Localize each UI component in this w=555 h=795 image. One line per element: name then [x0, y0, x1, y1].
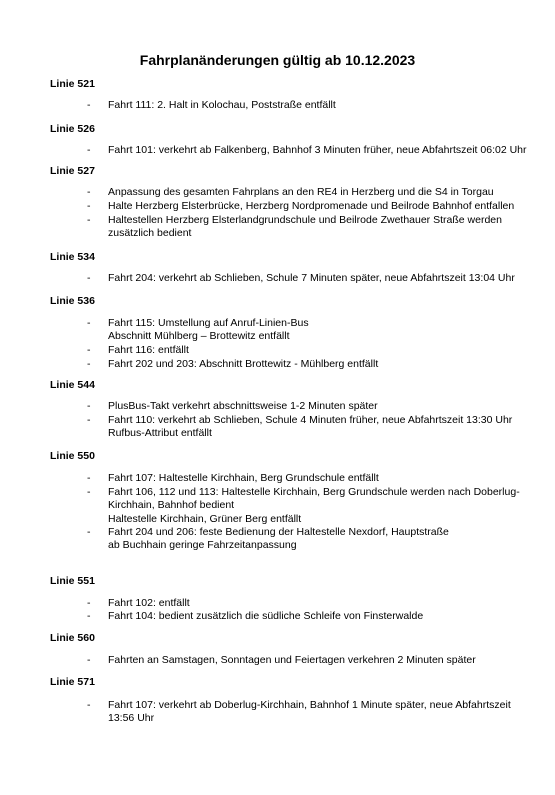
list-item-text [108, 472, 379, 485]
text-line: ab Buchhain geringe Fahrzeitanpassung [108, 539, 297, 552]
section-heading: Linie 560 [50, 632, 95, 644]
list-item-text [108, 699, 511, 726]
bullet-dash: - [87, 214, 91, 226]
text-line: Fahrt 106, 112 und 113: Haltestelle Kirchhain, Berg Grundschule werden nach Doberlug- [108, 486, 520, 498]
section-heading: Linie 527 [50, 165, 95, 177]
section-heading: Linie 550 [50, 450, 95, 462]
text-line: 13:56 Uhr [108, 712, 155, 725]
list-item-text [108, 654, 476, 667]
bullet-dash: - [87, 654, 91, 666]
text-line: Fahrten an Samstagen, Sonntagen und Feiertagen verkehren 2 Minuten später [108, 654, 476, 666]
list-item-text [108, 186, 494, 199]
list-item-text [108, 400, 378, 413]
bullet-dash: - [87, 610, 91, 622]
text-line: Abschnitt Mühlberg – Brottewitz entfällt [108, 330, 290, 343]
section-heading: Linie 521 [50, 78, 95, 90]
list-item-text [108, 200, 514, 213]
bullet-dash: - [87, 358, 91, 370]
bullet-dash: - [87, 486, 91, 498]
bullet-dash: - [87, 186, 91, 198]
bullet-dash: - [87, 597, 91, 609]
bullet-dash: - [87, 99, 91, 111]
section-heading: Linie 571 [50, 676, 95, 688]
bullet-dash: - [87, 144, 91, 156]
list-item-text [108, 597, 190, 610]
list-item-text [108, 486, 520, 526]
text-line: Fahrt 202 und 203: Abschnitt Brottewitz - Mühlberg entfällt [108, 358, 379, 370]
list-item-text [108, 526, 449, 553]
section-heading: Linie 526 [50, 123, 95, 135]
text-line: Haltestelle Kirchhain, Grüner Berg entfällt [108, 512, 302, 525]
text-line: Fahrt 107: Haltestelle Kirchhain, Berg Grundschule entfällt [108, 472, 379, 484]
bullet-dash: - [87, 200, 91, 212]
text-line: Rufbus-Attribut entfällt [108, 427, 212, 440]
text-line: zusätzlich bedient [108, 227, 192, 240]
text-line: Kirchhain, Bahnhof bedient [108, 499, 235, 512]
text-line: Fahrt 115: Umstellung auf Anruf-Linien-Bus [108, 317, 309, 329]
page-title: Fahrplanänderungen gültig ab 10.12.2023 [139, 52, 416, 68]
list-item-text [108, 272, 515, 285]
bullet-dash: - [87, 344, 91, 356]
text-line: PlusBus-Takt verkehrt abschnittsweise 1-2 Minuten später [108, 400, 378, 412]
text-line: Fahrt 204 und 206: feste Bedienung der Haltestelle Nexdorf, Hauptstraße [108, 526, 449, 538]
text-line: Fahrt 116: entfällt [108, 344, 189, 356]
text-line: Fahrt 107: verkehrt ab Doberlug-Kirchhain, Bahnhof 1 Minute später, neue Abfahrtszeit [108, 699, 511, 711]
list-item-text [108, 214, 502, 241]
text-line: Haltestellen Herzberg Elsterlandgrundschule und Beilrode Zwethauer Straße werden [108, 214, 502, 226]
text-line: Fahrt 111: 2. Halt in Kolochau, Poststraße entfällt [108, 99, 336, 111]
list-item-text [108, 317, 309, 344]
section-heading: Linie 551 [50, 575, 95, 587]
list-item-text [108, 414, 512, 441]
text-line: Fahrt 102: entfällt [108, 597, 190, 609]
text-line: Fahrt 204: verkehrt ab Schlieben, Schule 7 Minuten später, neue Abfahrtszeit 13:04 Uhr [108, 272, 515, 284]
list-item-text [108, 610, 423, 623]
text-line: Fahrt 101: verkehrt ab Falkenberg, Bahnhof 3 Minuten früher, neue Abfahrtszeit 06:02 Uhr [108, 144, 527, 156]
list-item-text [108, 344, 189, 357]
list-item-text [108, 358, 378, 371]
bullet-dash: - [87, 472, 91, 484]
text-line: Fahrt 104: bedient zusätzlich die südliche Schleife von Finsterwalde [108, 610, 424, 622]
bullet-dash: - [87, 317, 91, 329]
section-heading: Linie 534 [50, 251, 95, 263]
section-heading: Linie 536 [50, 295, 95, 307]
bullet-dash: - [87, 272, 91, 284]
bullet-dash: - [87, 400, 91, 412]
text-line: Anpassung des gesamten Fahrplans an den RE4 in Herzberg und die S4 in Torgau [108, 186, 494, 198]
bullet-dash: - [87, 526, 91, 538]
list-item-text [108, 144, 527, 157]
text-line: Fahrt 110: verkehrt ab Schlieben, Schule 4 Minuten früher, neue Abfahrtszeit 13:30 Uhr [108, 414, 513, 426]
list-item-text [108, 99, 336, 112]
text-line: Halte Herzberg Elsterbrücke, Herzberg Nordpromenade und Beilrode Bahnhof entfallen [108, 200, 515, 212]
section-heading: Linie 544 [50, 379, 95, 391]
bullet-dash: - [87, 414, 91, 426]
bullet-dash: - [87, 699, 91, 711]
